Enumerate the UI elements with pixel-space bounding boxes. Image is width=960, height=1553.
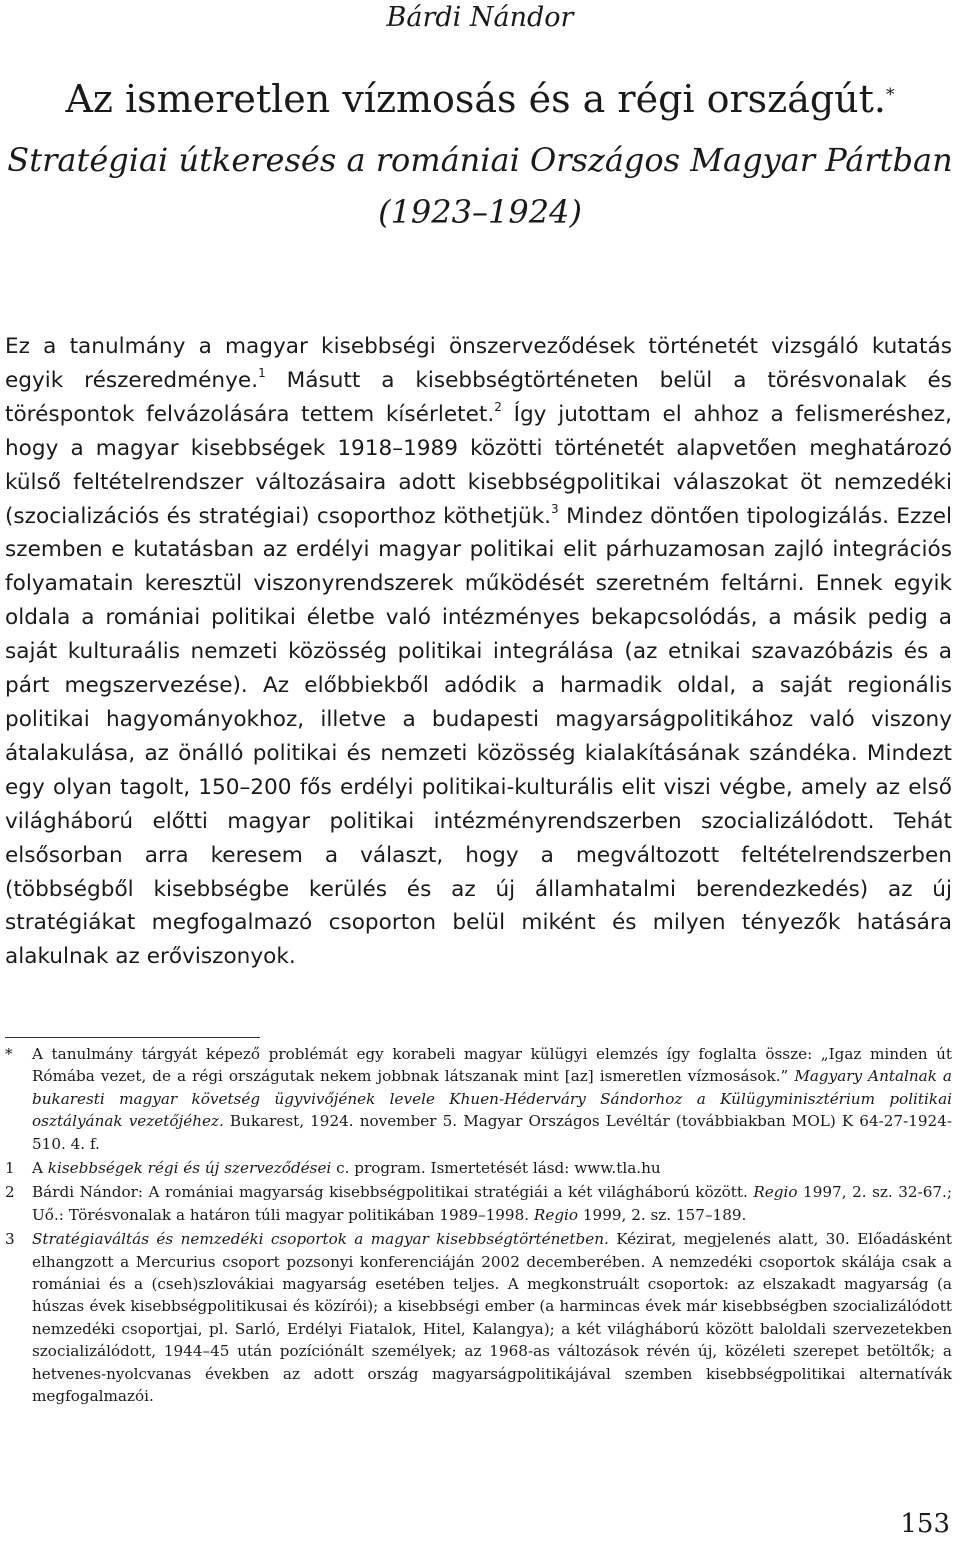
- footnote-text-part: c. program. Ismertetését lásd: www.tla.hu: [331, 1159, 661, 1178]
- body-paragraph: [5, 330, 952, 974]
- footnote-ref-2[interactable]: 2: [494, 399, 502, 414]
- footnote-text-italic: kisebbségek régi és új szerveződései: [47, 1159, 332, 1178]
- footnote-1: [5, 1157, 952, 1179]
- footnote-star: [5, 1043, 952, 1155]
- footnote-text-italic: Magyary Antalnak a bukaresti magyar követség ügyvivőjének levele Khuen-Héderváry Sándorhoz a Külügyminisztérium politikai osztályának vezetőjéhez.: [32, 1067, 952, 1131]
- footnote-3: [5, 1228, 952, 1407]
- footnote-text-part: Kézirat, megjelenés alatt, 30. Előadásként elhangzott a Mercurius csoport pozsonyi konferenciáján 2002 decemberében. A nemzedéki csoportok skálája csak a romániai és a (cseh)szlovákiai magyarság esetében teljes. A megkonstruált csoportok: az elszakadt magyarság (a húszas évek kisebbségpolitikusai és közírói); a kisebbségi ember (a harmincas évek már kisebbségben szocializálódott nemzedéki csoportjai, pl. Sarló, Erdélyi Fiatalok, Hitel, Kalangya); a két világháború között baloldali szervezetekben szocializálódott, 1944–45 után pozíciónált személyek; az 1968-as változások révén új, közéleti szerepet betöltők; a hetvenes-nyolcvanas években az adott ország magyarságpolitikájával szemben kisebbségpolitikai alternatívák megfogalmazói.: [32, 1230, 953, 1406]
- footnotes: [5, 1043, 952, 1410]
- footnote-mark: 1: [5, 1159, 15, 1178]
- footnote-2: [5, 1181, 952, 1226]
- footnote-text-part: 1999, 2. sz. 157–189.: [578, 1205, 747, 1224]
- footnote-text-italic: Regio: [753, 1183, 798, 1202]
- footnote-text-part: A: [32, 1159, 48, 1178]
- body-text-4: Mindez döntően tipologizálás. Ezzel szemben e kutatásban az erdélyi magyar politikai elit párhuzamosan zajló integrációs folyamatain keresztül viszonyrendszerek működését szeretném feltárni. Ennek egyik oldala a romániai politikai életbe való intézményes bekapcsolódás, a másik pedig a saját kulturaális nemzeti közösség politikai integrálása (az etnikai szavazóbázis és a párt megszervezése). Az előbbiekből adódik a harmadik oldal, a saját regionális politikai hagyományokhoz, illetve a budapesti magyarságpolitikához való viszony átalakulása, az önálló politikai és nemzeti közösség kialakításának szándéka. Mindezt egy olyan tagolt, 150–200 fős erdélyi politikai-kulturális elit viszi végbe, amely az első világháború előtti magyar politikai intézményrendszerben szocializálódott. Tehát elsősorban arra keresem a választ, hogy a megváltozott feltételrendszerben (többségből kisebbségbe kerülés és az új államhatalmi berendezkedés) az új stratégiákat megfogalmazó csoporton belül miként és milyen tényezők hatására alakulnak az erőviszonyok.: [5, 503, 952, 970]
- subtitle-line-1: Stratégiai útkeresés a romániai Országos Magyar Pártban: [7, 141, 953, 179]
- footnote-text-italic: Regio: [533, 1205, 579, 1224]
- article-title-text: Az ismeretlen vízmosás és a régi országút.: [65, 77, 886, 121]
- footnote-text-part: Bukarest, 1924. november 5. Magyar Országos Levéltár (továbbiakban MOL) K 64-27-1924-510. 4. f.: [32, 1112, 952, 1153]
- footnote-separator: [5, 1037, 260, 1038]
- footnote-ref-3[interactable]: 3: [551, 501, 559, 516]
- footnote-text: [32, 1228, 952, 1407]
- footnote-mark: *: [5, 1045, 13, 1063]
- subtitle-line-2: (1923–1924): [378, 193, 582, 231]
- footnote-text: [32, 1181, 952, 1226]
- footnote-mark: 2: [5, 1183, 15, 1202]
- body-text-3: Így jutottam el ahhoz a felismeréshez, hogy a magyar kisebbségek 1918–1989 közötti történetét alapvetően meghatározó külső feltételrendszer változásaira adott kisebbségpolitikai válaszokat öt nemzedéki (szocializációs és stratégiai) csoporthoz köthetjük.: [5, 401, 952, 529]
- body-text-2: Másutt a kisebbségtörténeten belül a törésvonalak és töréspontok felvázolására tettem kísérletet.: [5, 367, 953, 427]
- page-number: 153: [900, 1509, 950, 1539]
- footnote-mark: 3: [5, 1230, 15, 1249]
- footnote-text-part: Bárdi Nándor: A romániai magyarság kisebbségpolitikai stratégiái a két világháború között.: [32, 1183, 754, 1202]
- author-name: Bárdi Nándor: [386, 2, 574, 33]
- footnote-text: [32, 1043, 952, 1155]
- footnote-text-part: A tanulmány tárgyát képező problémát egy korabeli magyar külügyi elemzés így foglalta össze: „Igaz minden út Rómába vezet, de a régi országutak nekem jobbnak látszanak mint [az] ismeretlen vízmosások.”: [32, 1045, 952, 1086]
- article-title: [0, 76, 960, 122]
- footnote-text-italic: Stratégiaváltás és nemzedéki csoportok a magyar kisebbségtörténetben.: [32, 1230, 609, 1249]
- footnote-text-part: 1997, 2. sz. 32-67.; Uő.: Törésvonalak a határon túli magyar politikában 1989–1998.: [32, 1183, 952, 1224]
- footnote-ref-1[interactable]: 1: [258, 365, 266, 380]
- footnote-text: [32, 1157, 952, 1179]
- title-footnote-mark[interactable]: *: [886, 85, 895, 105]
- body-text-1: Ez a tanulmány a magyar kisebbségi önszerveződések történetét vizsgáló kutatás egyik részeredménye.: [5, 334, 952, 393]
- article-subtitle: [0, 134, 960, 238]
